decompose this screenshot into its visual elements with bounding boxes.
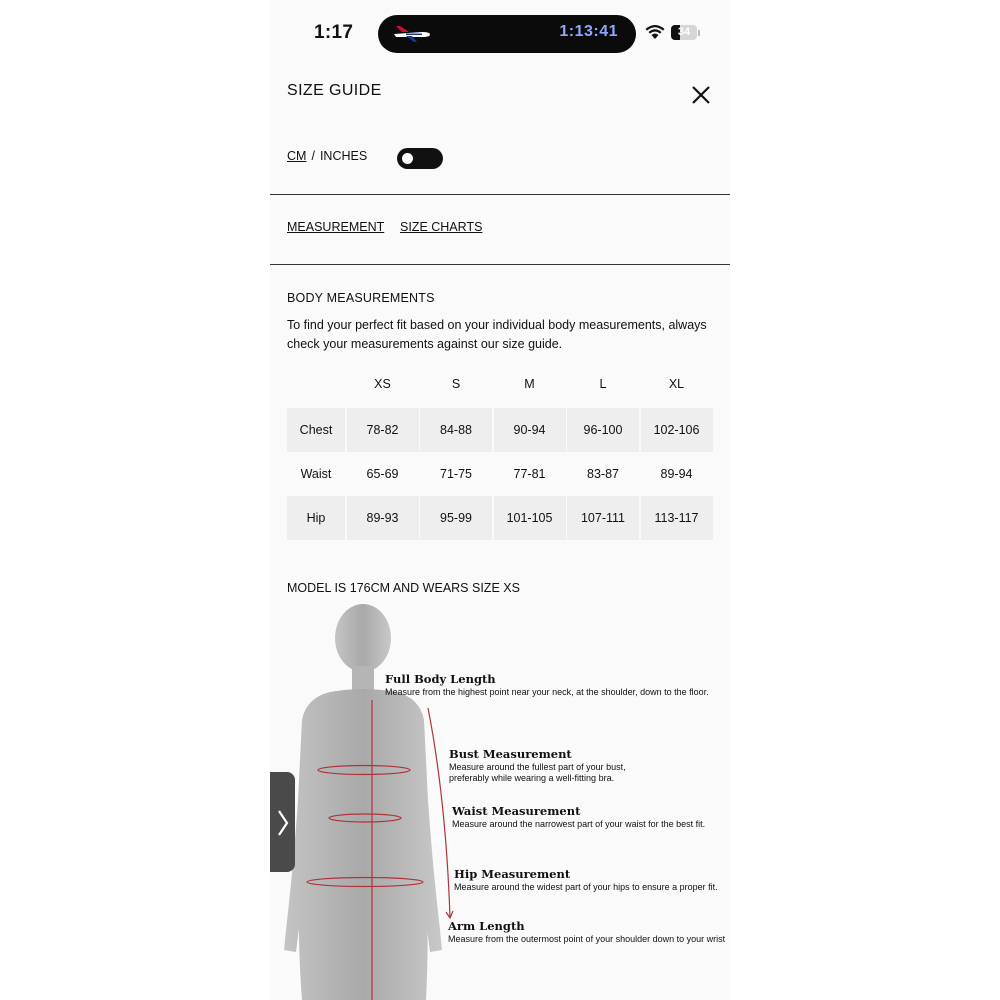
side-drawer-tab[interactable] — [270, 772, 295, 872]
intro-text: To find your perfect fit based on your individual body measurements, always check your measurements against our size guide. — [287, 318, 707, 351]
activity-timer: 1:13:41 — [559, 23, 618, 40]
close-icon[interactable] — [690, 84, 712, 106]
figure-body — [284, 689, 442, 1000]
figure-neck — [352, 666, 374, 692]
wifi-icon — [645, 24, 665, 40]
section-heading: BODY MEASUREMENTS — [287, 291, 435, 305]
table-cell: 77-81 — [513, 467, 546, 481]
column-header: M — [524, 377, 535, 391]
table-row — [287, 452, 713, 496]
table-cell: 102-106 — [641, 408, 713, 452]
row-label: Hip — [287, 496, 345, 540]
unit-cm-label[interactable]: CM — [287, 149, 307, 163]
divider — [270, 264, 730, 265]
annotation-text: Measure from the highest point near your neck, at the shoulder, down to the floor. — [385, 687, 709, 697]
divider — [270, 194, 730, 195]
table-cell: 107-111 — [567, 496, 639, 540]
chevron-right-icon — [276, 808, 290, 838]
annotation-heading: Full Body Length — [385, 672, 496, 686]
annotation-text: Measure around the fullest part of your bust, preferably while wearing a well-fitting bra. — [449, 762, 626, 783]
airplane-icon — [392, 25, 432, 43]
annotation-heading: Arm Length — [448, 919, 525, 933]
unit-inches-label[interactable]: INCHES — [319, 149, 368, 163]
table-cell: 83-87 — [587, 467, 619, 481]
header-corner — [287, 372, 345, 396]
table-cell: 65-69 — [366, 467, 399, 481]
tab-measurement[interactable]: MEASUREMENT — [287, 220, 385, 234]
row-label: Waist — [300, 467, 332, 481]
annotation-text: Measure around the narrowest part of your waist for the best fit. — [452, 819, 706, 829]
table-row — [287, 496, 713, 540]
table-cell: 101-105 — [494, 496, 566, 540]
table-cell: 96-100 — [567, 408, 639, 452]
dynamic-island[interactable] — [378, 15, 636, 53]
unit-selector — [287, 149, 367, 163]
size-table — [287, 372, 713, 540]
status-time: 1:17 — [314, 22, 354, 43]
column-header: L — [599, 377, 607, 391]
annotation-text: Measure around the widest part of your hips to ensure a proper fit. — [454, 882, 718, 892]
table-cell: 71-75 — [440, 467, 472, 481]
column-header: XL — [668, 377, 685, 391]
unit-separator: / — [311, 149, 315, 163]
figure-head — [335, 604, 391, 672]
column-header: S — [451, 377, 461, 391]
row-label: Chest — [287, 408, 345, 452]
page-title: SIZE GUIDE — [287, 82, 382, 99]
annotation-heading: Waist Measurement — [452, 804, 581, 818]
battery-percent: 34 — [677, 26, 691, 38]
column-header: XS — [374, 377, 391, 391]
tab-size-charts[interactable]: SIZE CHARTS — [400, 220, 483, 234]
table-cell: 84-88 — [420, 408, 492, 452]
size-guide-screen — [270, 0, 730, 1000]
table-cell: 95-99 — [420, 496, 492, 540]
battery-tip — [698, 30, 700, 36]
toggle-knob — [402, 153, 413, 164]
annotation-hip — [454, 868, 726, 893]
annotation-arm-length — [448, 920, 728, 945]
annotation-full-body-length — [385, 673, 725, 698]
table-cell: 89-94 — [660, 467, 693, 481]
table-cell: 89-93 — [347, 496, 419, 540]
annotation-waist — [452, 805, 722, 830]
annotation-heading: Hip Measurement — [454, 867, 571, 881]
model-note: MODEL IS 176CM AND WEARS SIZE XS — [287, 581, 520, 595]
annotation-text: Measure from the outermost point of your shoulder down to your wrist — [448, 934, 726, 944]
unit-toggle[interactable] — [397, 148, 443, 169]
table-header — [287, 372, 713, 396]
table-row — [287, 408, 713, 452]
annotation-heading: Bust Measurement — [449, 747, 572, 761]
annotation-bust — [449, 748, 639, 783]
table-cell: 90-94 — [494, 408, 566, 452]
battery-icon — [671, 25, 697, 40]
table-cell: 78-82 — [347, 408, 419, 452]
table-cell: 113-117 — [641, 496, 713, 540]
